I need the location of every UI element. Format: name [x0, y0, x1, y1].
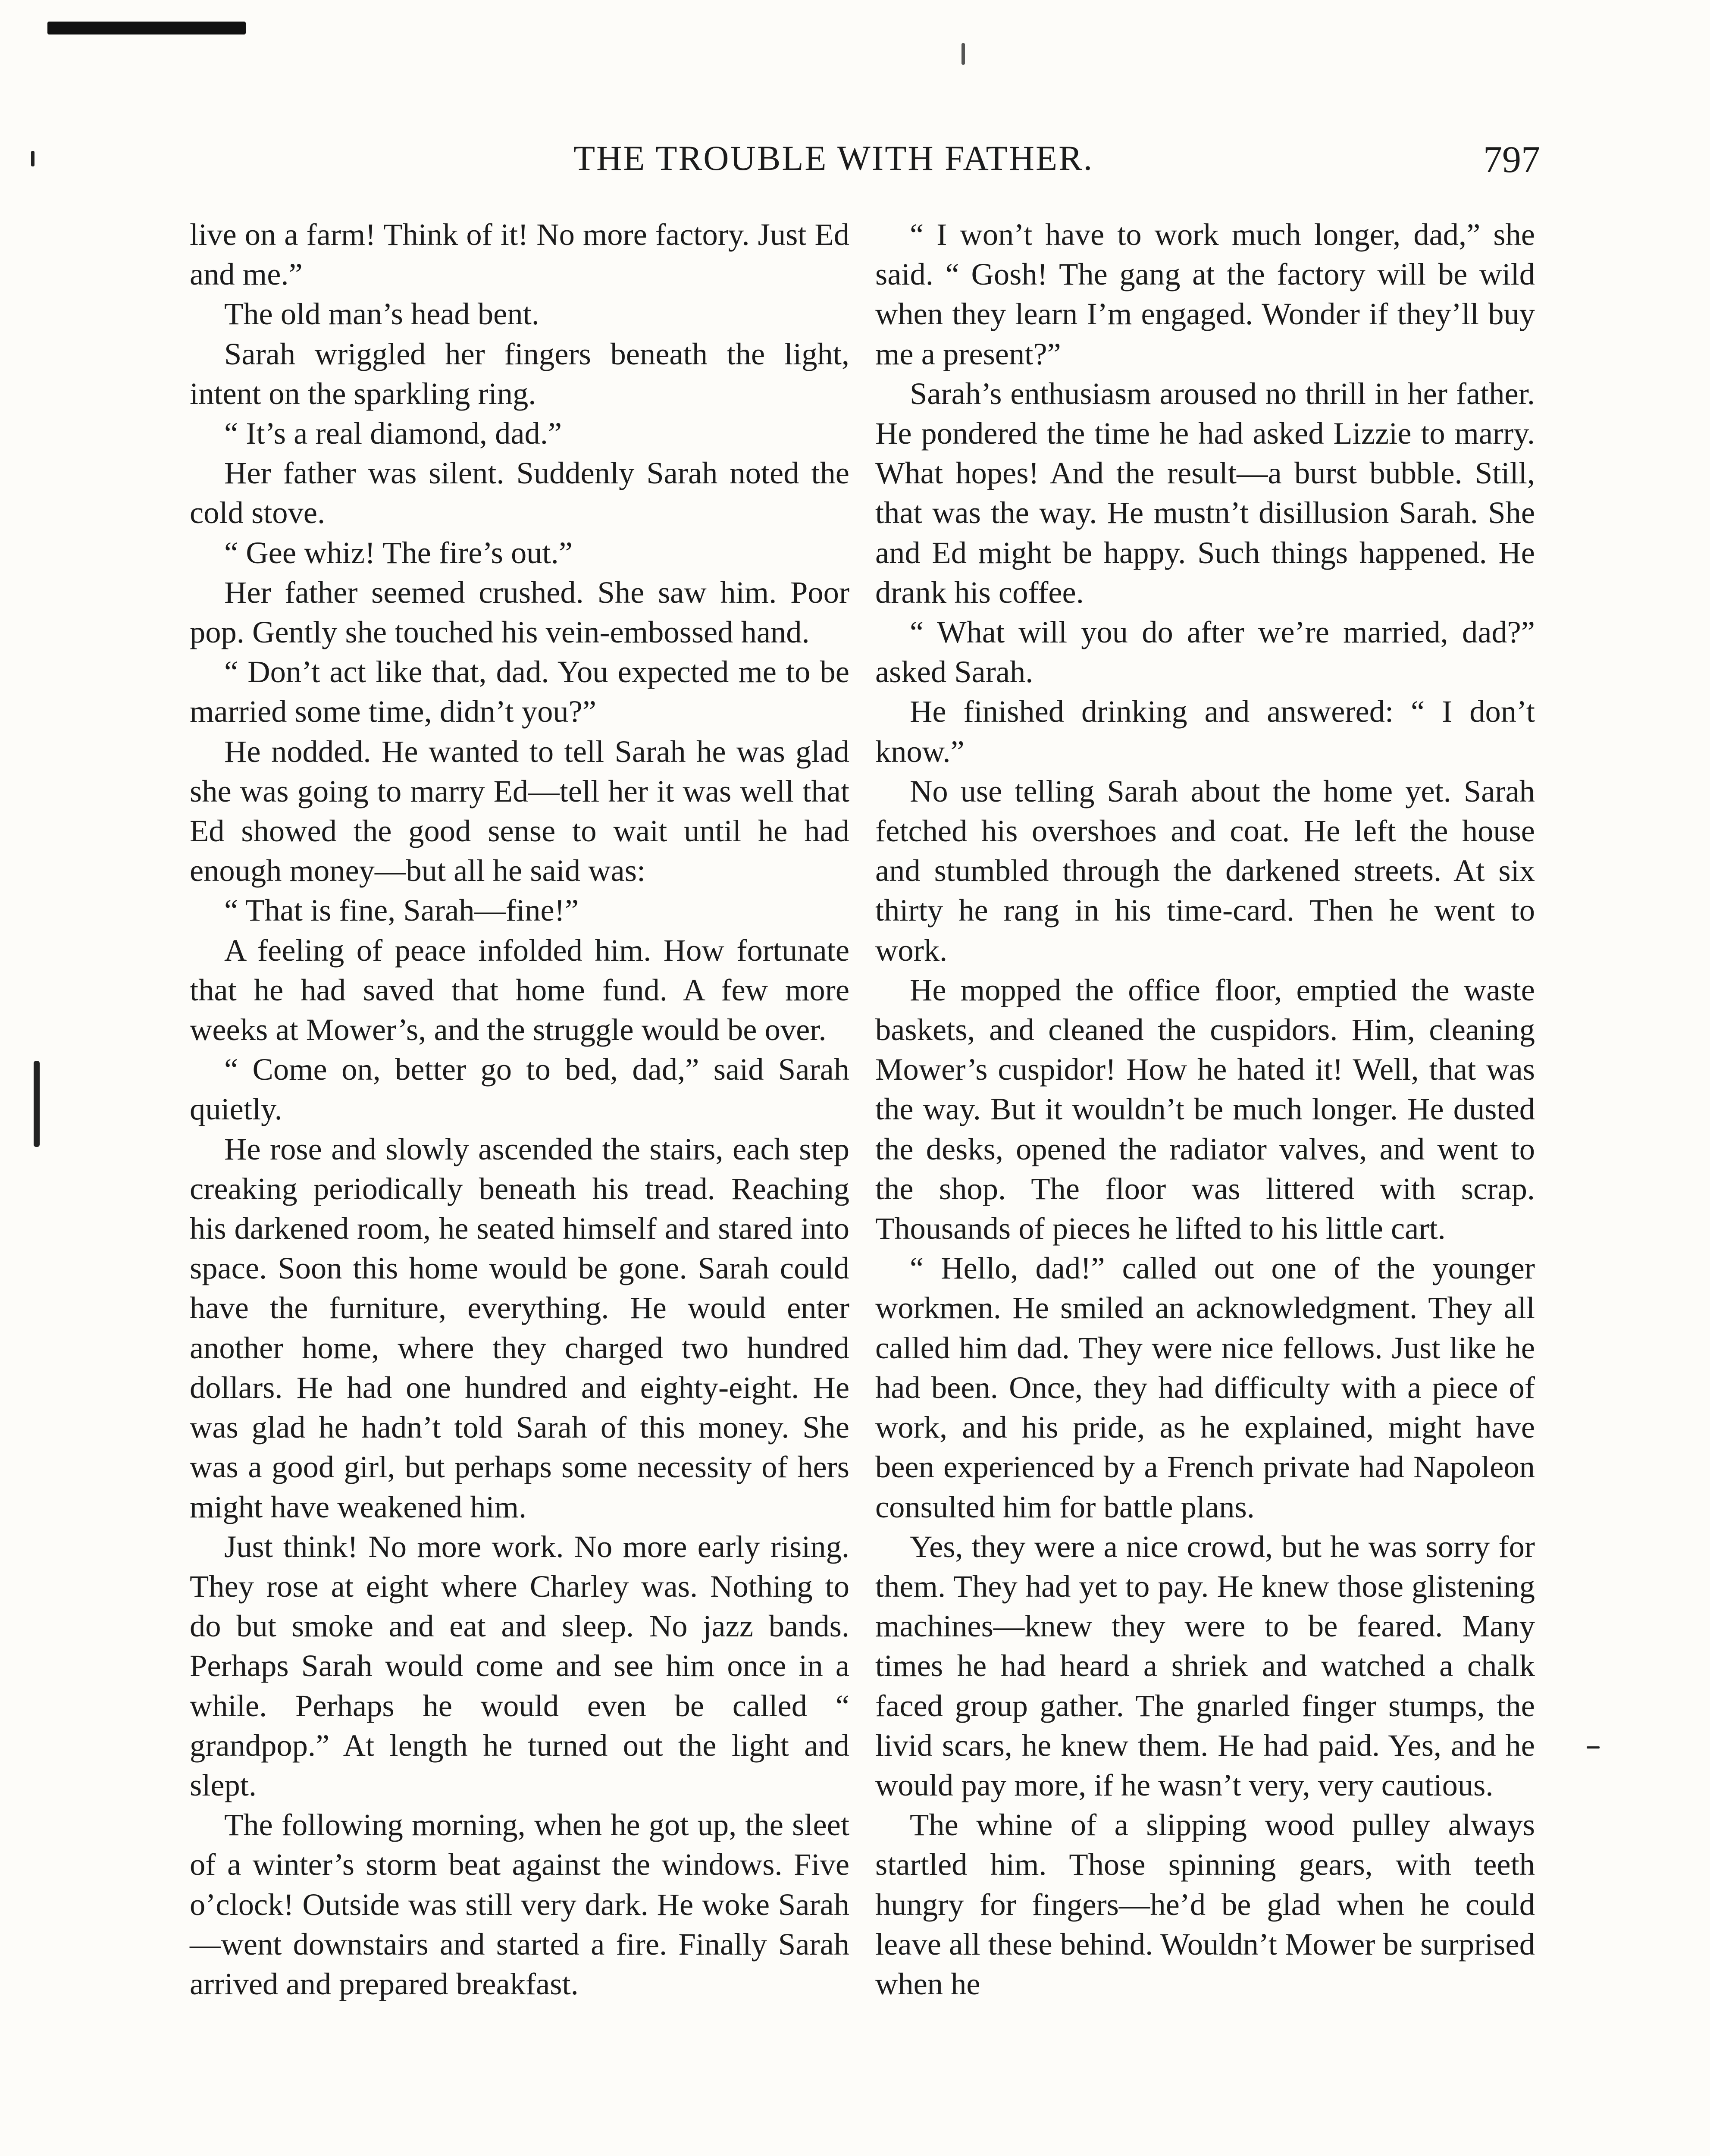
paragraph: Her father was silent. Suddenly Sarah noted the cold stove.: [190, 455, 849, 530]
paragraph: He finished drinking and answered: “ I don’t know.”: [875, 694, 1535, 769]
paragraph: Just think! No more work. No more early rising. They rose at eight where Charley was. Nothing to do but smoke and eat and sleep. No jazz bands. Perhaps Sarah would come and see him once in a while. Perhaps he would even be called “ grandpop.” At length he turned out the light and slept.: [190, 1529, 849, 1802]
paragraph: “ I won’t have to work much longer, dad,” she said. “ Gosh! The gang at the factory will be wild when they learn I’m engaged. Wonder if they’ll buy me a present?”: [875, 217, 1535, 371]
paragraph: Yes, they were a nice crowd, but he was sorry for them. They had yet to pay. He knew those glistening machines—knew they were to be feared. Many times he had heard a shriek and watched a chalk faced group gather. The gnarled finger stumps, the livid scars, he knew them. He had paid. Yes, and he would pay more, if he wasn’t very, very cautious.: [875, 1529, 1535, 1802]
page-number: 797: [1483, 139, 1540, 181]
paragraph: A feeling of peace infolded him. How fortunate that he had saved that home fund. A few more weeks at Mower’s, and the struggle would be over.: [190, 932, 849, 1047]
paragraph: “ It’s a real diamond, dad.”: [224, 416, 562, 451]
paragraph: No use telling Sarah about the home yet. Sarah fetched his overshoes and coat. He left the house and stumbled through the darkened streets. At six thirty he rang in his time-card. Then he went to work.: [875, 773, 1535, 968]
paragraph: He rose and slowly ascended the stairs, each step creaking periodically beneath his tread. Reaching his darkened room, he seated himself and stared into space. Soon this home would be gone. Sarah could have the furniture, everything. He would enter another home, where they charged two hundred dollars. He had one hundred and eighty-eight. He was glad he hadn’t told Sarah of this money. She was a good girl, but perhaps some necessity of hers might have weakened him.: [190, 1131, 849, 1524]
scan-speck: [961, 43, 965, 65]
paragraph: The whine of a slipping wood pulley always startled him. Those spinning gears, with teeth hungry for fingers—he’d be glad when he could leave all these behind. Wouldn’t Mower be surprised when he: [875, 1807, 1535, 2001]
text-column-right: [875, 215, 1535, 2004]
paragraph: “ Hello, dad!” called out one of the younger workmen. He smiled an acknowledgment. They all called him dad. They were nice fellows. Just like he had been. Once, they had difficulty with a piece of work, and his pride, as he explained, might have been experienced by a French private had Napoleon consulted him for battle plans.: [875, 1250, 1535, 1524]
paragraph: live on a farm! Think of it! No more factory. Just Ed and me.”: [190, 217, 849, 292]
paragraph: “ That is fine, Sarah—fine!”: [224, 893, 579, 928]
paragraph: Sarah wriggled her fingers beneath the light, intent on the sparkling ring.: [190, 336, 849, 411]
text-column-left: [190, 215, 849, 2004]
paragraph: He mopped the office floor, emptied the waste baskets, and cleaned the cuspidors. Him, cleaning Mower’s cuspidor! How he hated it! Well, that was the way. But it wouldn’t be much longer. He dusted the desks, opened the radiator valves, and went to the shop. The floor was littered with scrap. Thousands of pieces he lifted to his little cart.: [875, 972, 1535, 1246]
scan-edge-mark: [47, 22, 246, 34]
scan-speck: [31, 151, 34, 166]
paragraph: “ What will you do after we’re married, dad?” asked Sarah.: [875, 614, 1535, 689]
paragraph: The following morning, when he got up, the sleet of a winter’s storm beat against the windows. Five o’clock! Outside was still very dark. He woke Sarah—went downstairs and started a fire. Finally Sarah arrived and prepared breakfast.: [190, 1807, 849, 2001]
paragraph: Sarah’s enthusiasm aroused no thrill in her father. He pondered the time he had asked Lizzie to marry. What hopes! And the result—a burst bubble. Still, that was the way. He mustn’t disillusion Sarah. She and Ed might be happy. Such things happened. He drank his coffee.: [875, 376, 1535, 610]
paragraph: The old man’s head bent.: [224, 296, 539, 332]
scan-speck: [1587, 1746, 1600, 1749]
scan-speck: [34, 1061, 40, 1147]
paragraph: He nodded. He wanted to tell Sarah he was glad she was going to marry Ed—tell her it was well that Ed showed the good sense to wait until he had enough money—but all he said was:: [190, 733, 849, 888]
paragraph: “ Come on, better go to bed, dad,” said Sarah quietly.: [190, 1052, 849, 1127]
paragraph: “ Don’t act like that, dad. You expected me to be married some time, didn’t you?”: [190, 654, 849, 729]
paragraph: “ Gee whiz! The fire’s out.”: [224, 535, 573, 570]
paragraph: Her father seemed crushed. She saw him. Poor pop. Gently she touched his vein-embossed hand.: [190, 574, 849, 650]
running-head-title: THE TROUBLE WITH FATHER.: [573, 138, 1094, 178]
